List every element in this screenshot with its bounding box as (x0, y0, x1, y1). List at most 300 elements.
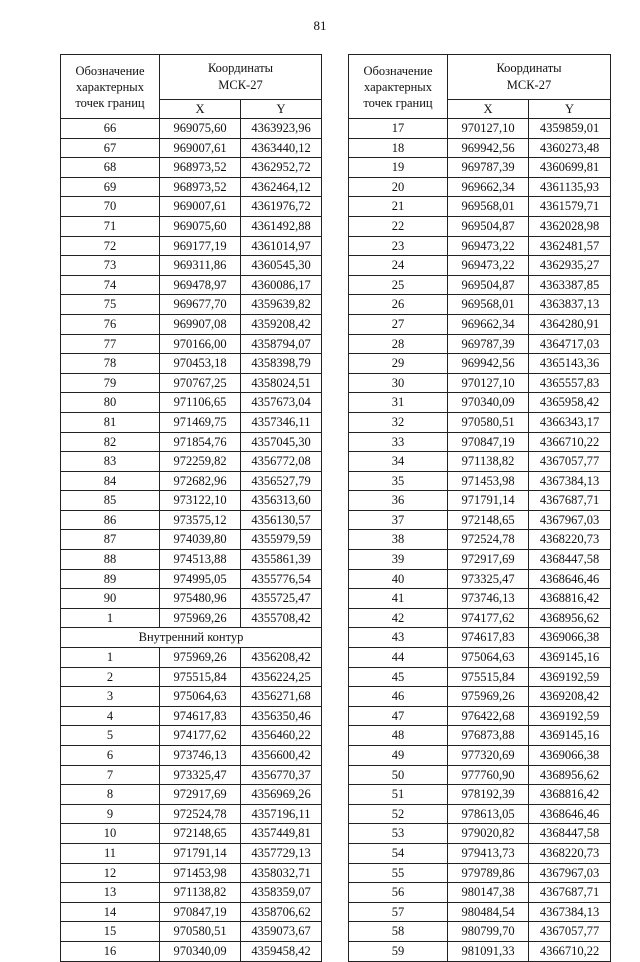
y-cell: 4357346,11 (241, 412, 322, 432)
x-cell: 978192,39 (448, 785, 529, 805)
x-cell: 969075,60 (160, 216, 241, 236)
table-row (61, 412, 322, 432)
point-id-cell: 8 (61, 785, 160, 805)
y-cell: 4363387,85 (529, 275, 611, 295)
point-id-cell: 1 (61, 608, 160, 628)
y-cell: 4368447,58 (529, 550, 611, 570)
y-cell: 4358794,07 (241, 334, 322, 354)
table-row (349, 334, 611, 354)
y-cell: 4368816,42 (529, 589, 611, 609)
point-id-cell: 6 (61, 746, 160, 766)
table-row (61, 765, 322, 785)
table-row (61, 432, 322, 452)
y-cell: 4368646,46 (529, 569, 611, 589)
table-row (349, 569, 611, 589)
point-id-cell: 15 (61, 922, 160, 942)
y-cell: 4365958,42 (529, 393, 611, 413)
y-cell: 4368646,46 (529, 804, 611, 824)
y-cell: 4367057,77 (529, 452, 611, 472)
point-id-cell: 81 (61, 412, 160, 432)
table-row (349, 589, 611, 609)
y-cell: 4359208,42 (241, 314, 322, 334)
x-cell: 981091,33 (448, 941, 529, 961)
point-id-cell: 9 (61, 804, 160, 824)
x-cell: 969473,22 (448, 256, 529, 276)
point-id-cell: 33 (349, 432, 448, 452)
table-row (61, 804, 322, 824)
y-cell: 4360545,30 (241, 256, 322, 276)
x-cell: 969504,87 (448, 275, 529, 295)
point-id-cell: 85 (61, 491, 160, 511)
point-id-cell: 20 (349, 177, 448, 197)
y-cell: 4356772,08 (241, 452, 322, 472)
y-cell: 4361579,71 (529, 197, 611, 217)
point-id-cell: 73 (61, 256, 160, 276)
table-row (349, 491, 611, 511)
table-row (349, 902, 611, 922)
y-cell: 4360699,81 (529, 158, 611, 178)
table-row (349, 843, 611, 863)
y-cell: 4368816,42 (529, 785, 611, 805)
point-id-cell: 46 (349, 687, 448, 707)
y-cell: 4356350,46 (241, 706, 322, 726)
point-id-cell: 82 (61, 432, 160, 452)
x-cell: 977320,69 (448, 746, 529, 766)
x-cell: 973575,12 (160, 510, 241, 530)
table-row (349, 941, 611, 961)
x-cell: 973746,13 (448, 589, 529, 609)
table-row (349, 785, 611, 805)
x-cell: 969662,34 (448, 314, 529, 334)
table-row (61, 373, 322, 393)
point-id-cell: 1 (61, 648, 160, 668)
y-cell: 4367057,77 (529, 922, 611, 942)
x-cell: 974177,62 (448, 608, 529, 628)
point-id-cell: 71 (61, 216, 160, 236)
y-cell: 4361014,97 (241, 236, 322, 256)
table-row (61, 883, 322, 903)
x-cell: 970580,51 (448, 412, 529, 432)
x-cell: 970166,00 (160, 334, 241, 354)
table-row (61, 119, 322, 139)
point-id-cell: 57 (349, 902, 448, 922)
table-row (349, 393, 611, 413)
header-y: Y (529, 100, 611, 119)
point-id-cell: 27 (349, 314, 448, 334)
table-row (61, 746, 322, 766)
y-cell: 4357045,30 (241, 432, 322, 452)
x-cell: 969504,87 (448, 216, 529, 236)
table-row (61, 471, 322, 491)
table-row (61, 334, 322, 354)
y-cell: 4362028,98 (529, 216, 611, 236)
table-row (349, 667, 611, 687)
table-row (349, 883, 611, 903)
point-id-cell: 76 (61, 314, 160, 334)
x-cell: 975515,84 (448, 667, 529, 687)
x-cell: 975064,63 (448, 648, 529, 668)
table-row (349, 863, 611, 883)
coordinates-table-left (60, 54, 322, 962)
y-cell: 4369145,16 (529, 726, 611, 746)
x-cell: 969787,39 (448, 334, 529, 354)
point-id-cell: 45 (349, 667, 448, 687)
point-id-cell: 34 (349, 452, 448, 472)
table-row (61, 530, 322, 550)
y-cell: 4358032,71 (241, 863, 322, 883)
y-cell: 4365143,36 (529, 354, 611, 374)
point-id-cell: 72 (61, 236, 160, 256)
x-cell: 969662,34 (448, 177, 529, 197)
point-id-cell: 79 (61, 373, 160, 393)
x-cell: 969942,56 (448, 138, 529, 158)
table-row (61, 648, 322, 668)
x-cell: 974177,62 (160, 726, 241, 746)
y-cell: 4355725,47 (241, 589, 322, 609)
table-row (61, 589, 322, 609)
point-id-cell: 7 (61, 765, 160, 785)
point-id-cell: 28 (349, 334, 448, 354)
table-row (349, 314, 611, 334)
y-cell: 4362481,57 (529, 236, 611, 256)
x-cell: 971791,14 (448, 491, 529, 511)
x-cell: 969907,08 (160, 314, 241, 334)
x-cell: 970847,19 (448, 432, 529, 452)
y-cell: 4357196,11 (241, 804, 322, 824)
y-cell: 4368956,62 (529, 765, 611, 785)
y-cell: 4361135,93 (529, 177, 611, 197)
table-row (349, 236, 611, 256)
point-id-cell: 50 (349, 765, 448, 785)
x-cell: 969478,97 (160, 275, 241, 295)
point-id-cell: 26 (349, 295, 448, 315)
point-id-cell: 17 (349, 119, 448, 139)
table-row (349, 295, 611, 315)
x-cell: 971453,98 (448, 471, 529, 491)
y-cell: 4368956,62 (529, 608, 611, 628)
x-cell: 969473,22 (448, 236, 529, 256)
y-cell: 4360086,17 (241, 275, 322, 295)
point-id-cell: 54 (349, 843, 448, 863)
point-id-cell: 30 (349, 373, 448, 393)
x-cell: 971138,82 (448, 452, 529, 472)
y-cell: 4358359,07 (241, 883, 322, 903)
y-cell: 4363837,13 (529, 295, 611, 315)
x-cell: 972682,96 (160, 471, 241, 491)
x-cell: 974617,83 (448, 628, 529, 648)
y-cell: 4359639,82 (241, 295, 322, 315)
x-cell: 968973,52 (160, 158, 241, 178)
table-row (349, 746, 611, 766)
point-id-cell: 31 (349, 393, 448, 413)
point-id-cell: 22 (349, 216, 448, 236)
x-cell: 971854,76 (160, 432, 241, 452)
y-cell: 4361492,88 (241, 216, 322, 236)
y-cell: 4369066,38 (529, 628, 611, 648)
point-id-cell: 86 (61, 510, 160, 530)
point-id-cell: 39 (349, 550, 448, 570)
table-row (61, 393, 322, 413)
x-cell: 975480,96 (160, 589, 241, 609)
table-row (61, 138, 322, 158)
x-cell: 970127,10 (448, 373, 529, 393)
x-cell: 970847,19 (160, 902, 241, 922)
x-cell: 972917,69 (448, 550, 529, 570)
point-id-cell: 90 (61, 589, 160, 609)
y-cell: 4366710,22 (529, 432, 611, 452)
y-cell: 4356271,68 (241, 687, 322, 707)
point-id-cell: 16 (61, 941, 160, 961)
y-cell: 4356770,37 (241, 765, 322, 785)
point-id-cell: 24 (349, 256, 448, 276)
x-cell: 980799,70 (448, 922, 529, 942)
page-number: 81 (313, 18, 327, 33)
table-row (61, 922, 322, 942)
y-cell: 4369145,16 (529, 648, 611, 668)
y-cell: 4356460,22 (241, 726, 322, 746)
point-id-cell: 37 (349, 510, 448, 530)
table-row (349, 177, 611, 197)
table-row (349, 706, 611, 726)
table-row (61, 785, 322, 805)
x-cell: 970127,10 (448, 119, 529, 139)
point-id-cell: 66 (61, 119, 160, 139)
point-id-cell: 47 (349, 706, 448, 726)
y-cell: 4368220,73 (529, 843, 611, 863)
point-id-cell: 5 (61, 726, 160, 746)
y-cell: 4368447,58 (529, 824, 611, 844)
y-cell: 4367967,03 (529, 863, 611, 883)
x-cell: 980484,54 (448, 902, 529, 922)
table-row (349, 804, 611, 824)
x-cell: 971138,82 (160, 883, 241, 903)
point-id-cell: 11 (61, 843, 160, 863)
point-id-cell: 41 (349, 589, 448, 609)
x-cell: 972917,69 (160, 785, 241, 805)
y-cell: 4365557,83 (529, 373, 611, 393)
header-x: X (448, 100, 529, 119)
x-cell: 972148,65 (160, 824, 241, 844)
y-cell: 4369192,59 (529, 667, 611, 687)
x-cell: 972524,78 (448, 530, 529, 550)
y-cell: 4362464,12 (241, 177, 322, 197)
x-cell: 978613,05 (448, 804, 529, 824)
header-x: X (160, 100, 241, 119)
table-row (61, 491, 322, 511)
table-row (61, 667, 322, 687)
y-cell: 4369192,59 (529, 706, 611, 726)
y-cell: 4358024,51 (241, 373, 322, 393)
x-cell: 974995,05 (160, 569, 241, 589)
y-cell: 4355861,39 (241, 550, 322, 570)
x-cell: 976873,88 (448, 726, 529, 746)
point-id-cell: 10 (61, 824, 160, 844)
x-cell: 972259,82 (160, 452, 241, 472)
table-row (349, 119, 611, 139)
table-row (349, 197, 611, 217)
x-cell: 970453,18 (160, 354, 241, 374)
point-id-cell: 78 (61, 354, 160, 374)
table-row (61, 295, 322, 315)
x-cell: 968973,52 (160, 177, 241, 197)
point-id-cell: 84 (61, 471, 160, 491)
x-cell: 969075,60 (160, 119, 241, 139)
y-cell: 4368220,73 (529, 530, 611, 550)
table-row (349, 412, 611, 432)
x-cell: 970340,09 (160, 941, 241, 961)
x-cell: 979789,86 (448, 863, 529, 883)
point-id-cell: 58 (349, 922, 448, 942)
table-row (349, 471, 611, 491)
y-cell: 4358398,79 (241, 354, 322, 374)
table-row (349, 922, 611, 942)
table-row (349, 452, 611, 472)
y-cell: 4364280,91 (529, 314, 611, 334)
y-cell: 4367384,13 (529, 902, 611, 922)
point-id-cell: 44 (349, 648, 448, 668)
y-cell: 4363440,12 (241, 138, 322, 158)
point-id-cell: 52 (349, 804, 448, 824)
point-id-cell: 23 (349, 236, 448, 256)
point-id-cell: 75 (61, 295, 160, 315)
y-cell: 4369208,42 (529, 687, 611, 707)
y-cell: 4355979,59 (241, 530, 322, 550)
x-cell: 970580,51 (160, 922, 241, 942)
x-cell: 975969,26 (160, 608, 241, 628)
x-cell: 973325,47 (160, 765, 241, 785)
point-id-cell: 3 (61, 687, 160, 707)
point-id-cell: 18 (349, 138, 448, 158)
x-cell: 969177,19 (160, 236, 241, 256)
point-id-cell: 19 (349, 158, 448, 178)
table-row (61, 863, 322, 883)
table-row (61, 177, 322, 197)
x-cell: 969568,01 (448, 197, 529, 217)
x-cell: 979413,73 (448, 843, 529, 863)
y-cell: 4359859,01 (529, 119, 611, 139)
header-point-designation: Обозначение характерных точек границ (61, 55, 160, 119)
point-id-cell: 55 (349, 863, 448, 883)
point-id-cell: 80 (61, 393, 160, 413)
x-cell: 973746,13 (160, 746, 241, 766)
table-body-right (349, 119, 611, 962)
point-id-cell: 83 (61, 452, 160, 472)
point-id-cell: 89 (61, 569, 160, 589)
x-cell: 970767,25 (160, 373, 241, 393)
y-cell: 4367384,13 (529, 471, 611, 491)
point-id-cell: 67 (61, 138, 160, 158)
x-cell: 969787,39 (448, 158, 529, 178)
table-row (349, 765, 611, 785)
y-cell: 4356208,42 (241, 648, 322, 668)
x-cell: 969311,86 (160, 256, 241, 276)
x-cell: 980147,38 (448, 883, 529, 903)
point-id-cell: 25 (349, 275, 448, 295)
table-row (349, 687, 611, 707)
y-cell: 4356130,57 (241, 510, 322, 530)
y-cell: 4367687,71 (529, 491, 611, 511)
y-cell: 4357673,04 (241, 393, 322, 413)
table-body-left (61, 119, 322, 962)
table-row (349, 158, 611, 178)
point-id-cell: 49 (349, 746, 448, 766)
table-row (61, 687, 322, 707)
table-row (61, 608, 322, 628)
y-cell: 4366343,17 (529, 412, 611, 432)
x-cell: 974039,80 (160, 530, 241, 550)
y-cell: 4359073,67 (241, 922, 322, 942)
y-cell: 4363923,96 (241, 119, 322, 139)
point-id-cell: 29 (349, 354, 448, 374)
point-id-cell: 74 (61, 275, 160, 295)
table-row (349, 138, 611, 158)
table-row (61, 628, 322, 648)
point-id-cell: 36 (349, 491, 448, 511)
x-cell: 975515,84 (160, 667, 241, 687)
x-cell: 977760,90 (448, 765, 529, 785)
table-row (349, 608, 611, 628)
x-cell: 970340,09 (448, 393, 529, 413)
table-row (61, 158, 322, 178)
x-cell: 973325,47 (448, 569, 529, 589)
point-id-cell: 43 (349, 628, 448, 648)
header-coordinates: Координаты МСК-27 (160, 55, 322, 100)
table-row (61, 452, 322, 472)
x-cell: 969007,61 (160, 138, 241, 158)
table-row (61, 569, 322, 589)
header-y: Y (241, 100, 322, 119)
table-row (349, 530, 611, 550)
point-id-cell: 68 (61, 158, 160, 178)
table-row (61, 275, 322, 295)
y-cell: 4357729,13 (241, 843, 322, 863)
y-cell: 4356313,60 (241, 491, 322, 511)
table-row (61, 216, 322, 236)
header-coordinates: Координаты МСК-27 (448, 55, 611, 100)
y-cell: 4356527,79 (241, 471, 322, 491)
y-cell: 4359458,42 (241, 941, 322, 961)
y-cell: 4356224,25 (241, 667, 322, 687)
coordinates-table-right (348, 54, 611, 962)
table-row (349, 256, 611, 276)
point-id-cell: 59 (349, 941, 448, 961)
x-cell: 975969,26 (160, 648, 241, 668)
table-row (61, 354, 322, 374)
x-cell: 971469,75 (160, 412, 241, 432)
x-cell: 973122,10 (160, 491, 241, 511)
y-cell: 4361976,72 (241, 197, 322, 217)
y-cell: 4364717,03 (529, 334, 611, 354)
x-cell: 974617,83 (160, 706, 241, 726)
point-id-cell: 32 (349, 412, 448, 432)
point-id-cell: 35 (349, 471, 448, 491)
point-id-cell: 53 (349, 824, 448, 844)
table-row (349, 824, 611, 844)
table-row (349, 726, 611, 746)
x-cell: 972148,65 (448, 510, 529, 530)
x-cell: 969942,56 (448, 354, 529, 374)
table-row (61, 902, 322, 922)
point-id-cell: 13 (61, 883, 160, 903)
header-point-designation: Обозначение характерных точек границ (349, 55, 448, 119)
x-cell: 971791,14 (160, 843, 241, 863)
table-row (61, 550, 322, 570)
point-id-cell: 69 (61, 177, 160, 197)
point-id-cell: 38 (349, 530, 448, 550)
point-id-cell: 42 (349, 608, 448, 628)
y-cell: 4356969,26 (241, 785, 322, 805)
table-row (61, 314, 322, 334)
